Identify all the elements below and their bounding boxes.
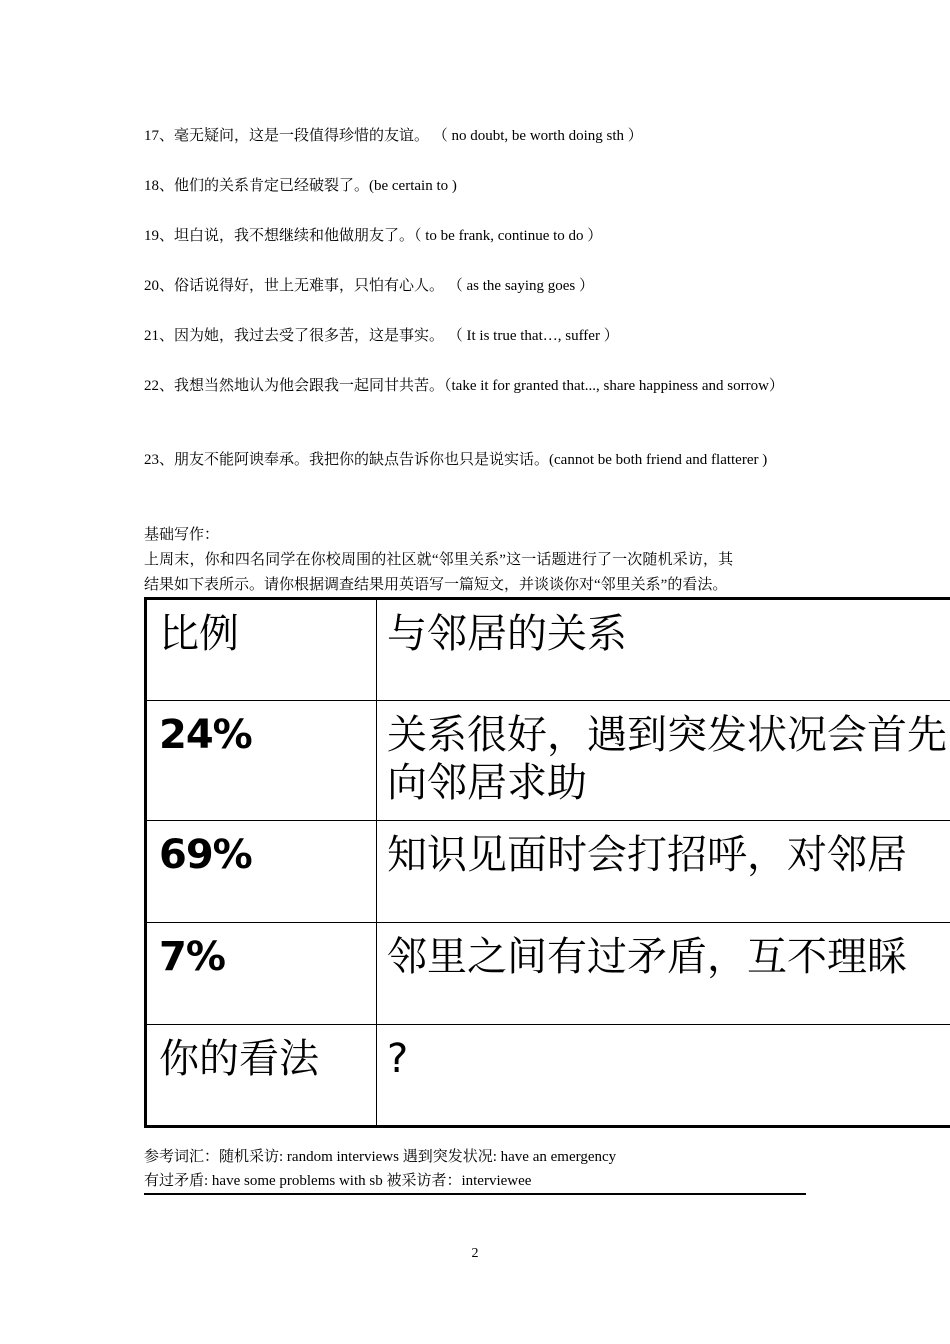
exercise-17: 17、毫无疑问，这是一段值得珍惜的友谊。 （ no doubt, be worth doing sth ） xyxy=(144,128,643,144)
vocab-line-1: 参考词汇：随机采访: random interviews 遇到突发状况: have an emergency xyxy=(144,1149,617,1165)
section-divider xyxy=(144,1193,806,1195)
row-percent-cell: 69% xyxy=(146,821,377,923)
row-text-cell: 知识见面时会打招呼，对邻居 xyxy=(377,821,950,923)
row-text: 关系很好，遇到突发状况会首先向邻居求助 xyxy=(387,712,947,806)
table-row xyxy=(146,821,950,923)
writing-prompt-line-1: 上周末，你和四名同学在你校周围的社区就“邻里关系”这一话题进行了一次随机采访，其 xyxy=(144,552,734,568)
writing-heading: 基础写作： xyxy=(144,527,220,543)
table-row xyxy=(146,701,950,821)
exercise-22: 22、我想当然地认为他会跟我一起同甘共苦。（take it for granted that..., share happiness and sorrow） xyxy=(144,378,784,394)
row-text-cell xyxy=(377,701,950,821)
table-row xyxy=(146,923,950,1025)
page-number: 2 xyxy=(471,1246,479,1261)
survey-table xyxy=(144,597,950,1128)
row-percent-cell: 7% xyxy=(146,923,377,1025)
exercise-21: 21、因为她，我过去受了很多苦，这是事实。 （ It is true that…, suffer ） xyxy=(144,328,619,344)
table-footer-row xyxy=(146,1025,950,1127)
row-percent-cell: 24% xyxy=(146,701,377,821)
exercise-18: 18、他们的关系肯定已经破裂了。(be certain to ) xyxy=(144,178,457,194)
vocab-line-2: 有过矛盾: have some problems with sb 被采访者：interviewee xyxy=(144,1173,532,1189)
writing-prompt-line-2: 结果如下表所示。请你根据调查结果用英语写一篇短文，并谈谈你对“邻里关系”的看法。 xyxy=(144,577,728,593)
row-text-cell: 邻里之间有过矛盾，互不理睬 xyxy=(377,923,950,1025)
exercise-23: 23、朋友不能阿谀奉承。我把你的缺点告诉你也只是说实话。(cannot be both friend and flatterer ) xyxy=(144,452,768,468)
header-ratio-cell: 比例 xyxy=(146,599,377,701)
opinion-value-cell: ? xyxy=(377,1025,950,1127)
exercise-19: 19、坦白说，我不想继续和他做朋友了。（ to be frank, continue to do ） xyxy=(144,228,603,244)
opinion-label-cell: 你的看法 xyxy=(146,1025,377,1127)
table-header-row xyxy=(146,599,950,701)
header-relationship-cell: 与邻居的关系 xyxy=(377,599,950,701)
exercise-20: 20、俗话说得好，世上无难事，只怕有心人。 （ as the saying goes ） xyxy=(144,278,594,294)
